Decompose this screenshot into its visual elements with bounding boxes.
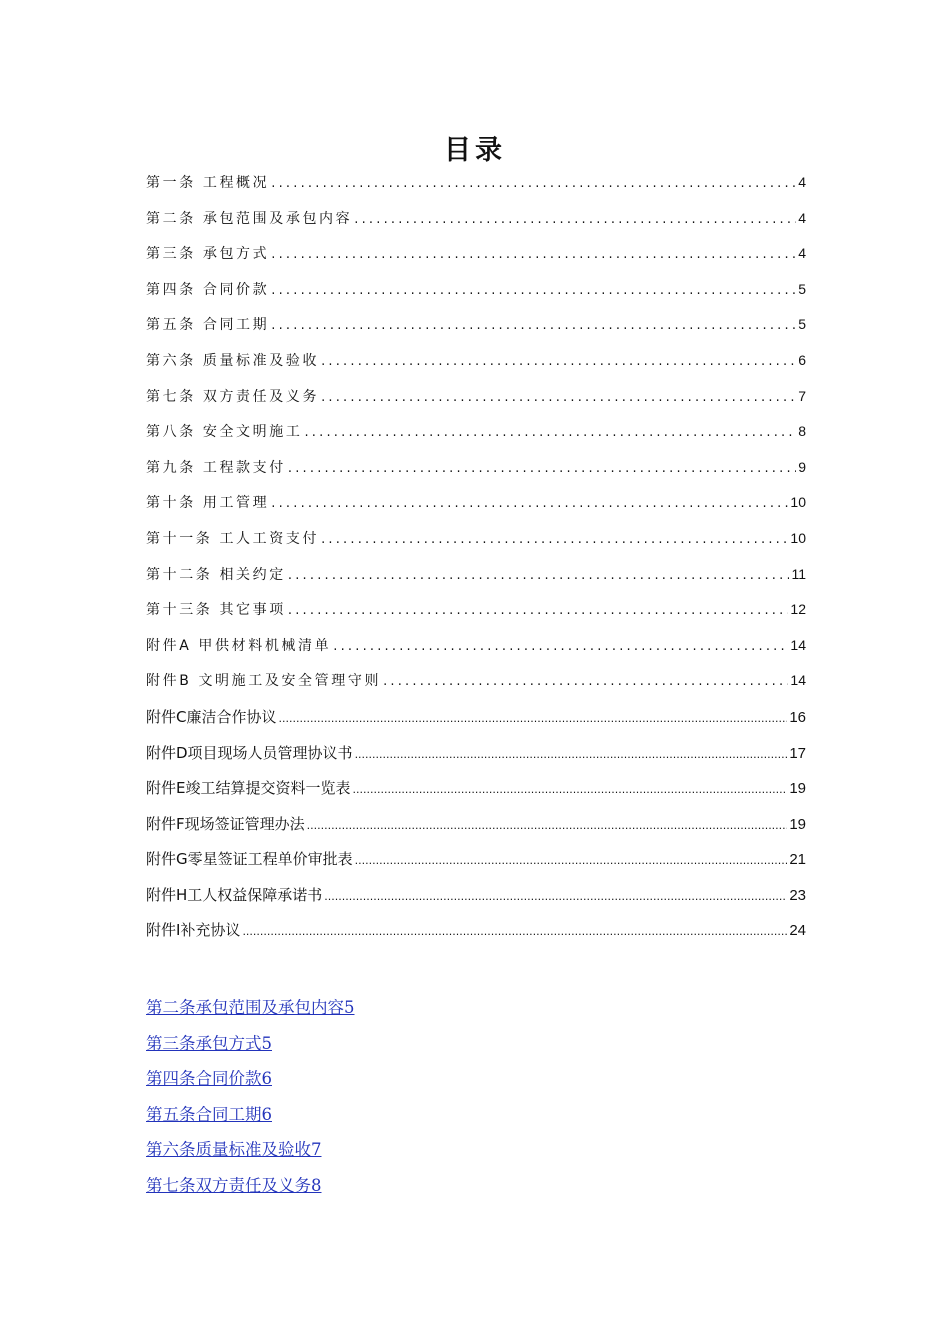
toc-hyperlink[interactable]: 第六条质量标准及验收7 <box>146 1140 322 1160</box>
toc-leader-dots <box>352 783 787 796</box>
toc-entry[interactable] <box>146 528 806 564</box>
toc-leader-dots <box>321 390 796 405</box>
list-item <box>146 1065 355 1101</box>
toc-leader-dots <box>288 568 790 583</box>
toc-page-number: 10 <box>790 494 806 511</box>
toc-entry[interactable] <box>146 492 806 528</box>
toc-entry[interactable] <box>146 564 806 600</box>
list-item <box>146 1136 355 1172</box>
toc-entry[interactable] <box>146 706 806 742</box>
toc-page-number: 14 <box>790 636 806 653</box>
toc-entry-label: 附件I补充协议 <box>146 921 241 940</box>
toc-entry-label: 第四条 合同价款 <box>146 281 270 298</box>
toc-leader-dots <box>321 354 796 369</box>
toc-leader-dots <box>324 890 787 903</box>
toc-entry-label: 附件G零星签证工程单价审批表 <box>146 850 353 869</box>
toc-leader-dots <box>304 425 796 440</box>
toc-page-number: 9 <box>798 458 806 475</box>
toc-entry[interactable] <box>146 208 806 244</box>
table-of-contents <box>146 172 806 955</box>
toc-page-number: 8 <box>798 423 806 440</box>
toc-entry-label: 第十三条 其它事项 <box>146 602 286 619</box>
toc-entry[interactable] <box>146 670 806 706</box>
list-item <box>146 1030 355 1066</box>
list-item <box>146 1172 355 1208</box>
toc-entry[interactable] <box>146 848 806 884</box>
toc-entry-label: 第十二条 相关约定 <box>146 566 286 583</box>
toc-entry[interactable] <box>146 457 806 493</box>
toc-entry[interactable] <box>146 314 806 350</box>
toc-entry-label: 第三条 承包方式 <box>146 246 270 263</box>
toc-leader-dots <box>288 461 796 476</box>
toc-entry[interactable] <box>146 777 806 813</box>
toc-leader-dots <box>288 603 789 618</box>
toc-entry-label: 第六条 质量标准及验收 <box>146 352 320 369</box>
toc-entry[interactable] <box>146 599 806 635</box>
toc-page-number: 4 <box>798 245 806 262</box>
toc-leader-dots <box>278 712 787 725</box>
toc-hyperlink[interactable]: 第五条合同工期6 <box>146 1104 272 1124</box>
toc-entry-label: 附件H工人权益保障承诺书 <box>146 885 323 904</box>
toc-entry-label: 附件A 甲供材料机械清单 <box>146 637 332 654</box>
toc-page-number: 12 <box>790 601 806 618</box>
toc-entry-label: 附件E竣工结算提交资料一览表 <box>146 779 351 798</box>
toc-page-number: 24 <box>789 922 806 940</box>
toc-page-number: 21 <box>789 851 806 869</box>
toc-leader-dots <box>271 247 796 262</box>
toc-entry-label: 第十条 用工管理 <box>146 495 270 512</box>
toc-page-number: 23 <box>789 886 806 904</box>
toc-leader-dots <box>355 854 788 867</box>
toc-page-number: 6 <box>798 351 806 368</box>
toc-leader-dots <box>271 176 796 191</box>
toc-entry-label: 第二条 承包范围及承包内容 <box>146 210 353 227</box>
toc-leader-dots <box>307 819 788 832</box>
toc-entry[interactable] <box>146 421 806 457</box>
toc-entry[interactable] <box>146 919 806 955</box>
toc-entry[interactable] <box>146 635 806 671</box>
toc-entry[interactable] <box>146 386 806 422</box>
toc-hyperlink[interactable]: 第二条承包范围及承包内容5 <box>146 998 355 1017</box>
toc-page-number: 16 <box>789 708 806 726</box>
toc-leader-dots <box>354 212 796 227</box>
toc-entry-label: 第一条 工程概况 <box>146 175 270 191</box>
toc-title: 目录 <box>444 135 506 166</box>
toc-page-number: 19 <box>789 780 806 798</box>
toc-leader-dots <box>333 639 788 654</box>
toc-entry-label: 第十一条 工人工资支付 <box>146 530 320 547</box>
toc-page-number: 4 <box>798 174 806 190</box>
toc-page-number: 17 <box>789 744 806 762</box>
toc-page-number: 14 <box>790 672 806 689</box>
toc-page-number: 10 <box>790 529 806 546</box>
hyperlink-list <box>146 994 355 1208</box>
toc-page-number: 5 <box>798 316 806 333</box>
toc-page-number: 7 <box>798 387 806 404</box>
toc-leader-dots <box>271 496 788 511</box>
toc-entry-label: 第八条 安全文明施工 <box>146 424 303 441</box>
toc-entry[interactable] <box>146 350 806 386</box>
toc-page-number: 19 <box>789 815 806 833</box>
toc-leader-dots <box>271 283 796 298</box>
toc-hyperlink[interactable]: 第七条双方责任及义务8 <box>146 1175 322 1195</box>
toc-leader-dots <box>355 748 788 761</box>
toc-leader-dots <box>271 318 796 333</box>
toc-entry-label: 附件C廉洁合作协议 <box>146 707 277 726</box>
toc-page-number: 5 <box>798 280 806 297</box>
toc-entry-label: 第五条 合同工期 <box>146 317 270 334</box>
toc-hyperlink[interactable]: 第三条承包方式5 <box>146 1033 272 1053</box>
toc-entry-label: 附件D项目现场人员管理协议书 <box>146 743 353 762</box>
list-item <box>146 994 355 1030</box>
toc-entry-label: 第七条 双方责任及义务 <box>146 388 320 405</box>
toc-entry[interactable] <box>146 742 806 778</box>
toc-entry[interactable] <box>146 813 806 849</box>
toc-hyperlink[interactable]: 第四条合同价款6 <box>146 1069 272 1089</box>
toc-page-number: 11 <box>791 565 806 582</box>
toc-entry[interactable] <box>146 172 806 208</box>
toc-entry[interactable] <box>146 243 806 279</box>
toc-leader-dots <box>383 674 788 689</box>
toc-entry[interactable] <box>146 279 806 315</box>
toc-leader-dots <box>242 925 787 938</box>
toc-entry-label: 附件F现场签证管理办法 <box>146 814 305 833</box>
list-item <box>146 1101 355 1137</box>
toc-entry-label: 附件B 文明施工及安全管理守则 <box>146 673 382 690</box>
toc-page-number: 4 <box>798 209 806 226</box>
toc-entry-label: 第九条 工程款支付 <box>146 459 286 476</box>
toc-entry[interactable] <box>146 884 806 920</box>
toc-leader-dots <box>321 532 788 547</box>
